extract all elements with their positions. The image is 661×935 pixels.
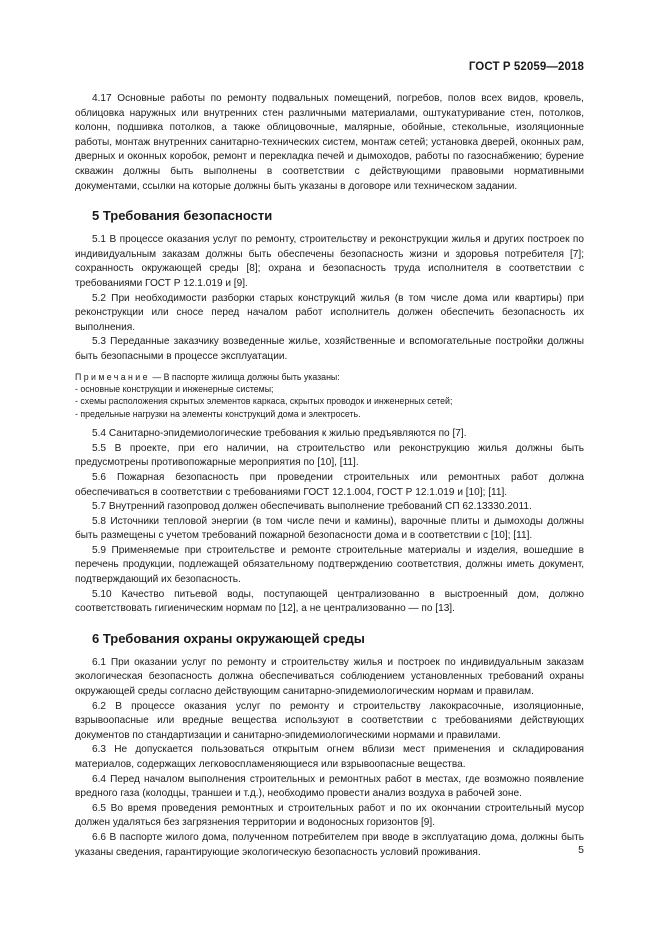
section-5-heading: 5 Требования безопасности — [92, 208, 273, 224]
paragraph-5-8: 5.8 Источники тепловой энергии (в том числе печи и камины), варочные плиты и дымоходы должны быть размещены с учетом требований пожарной безопасности дома и в соответствии с [10]; [11]. — [75, 515, 584, 542]
paragraph-6-6: 6.6 В паспорте жилого дома, полученном потребителем при вводе в эксплуатацию дома, должны быть указаны сведения, гарантирующие экологическую безопасность условий проживания. — [75, 831, 584, 858]
note-label: Примечание — [75, 371, 150, 382]
note-item: - схемы расположения скрытых элементов каркаса, скрытых проводок и инженерных сетей; — [75, 396, 453, 407]
paragraph-5-5: 5.5 В проекте, при его наличии, на строительство или реконструкцию жилья должны быть предусмотрены противопожарные мероприятия по [10], [11]. — [75, 442, 584, 469]
note-item: - предельные нагрузки на элементы конструкций дома и электросеть. — [75, 408, 361, 419]
paragraph-5-4: 5.4 Санитарно-эпидемиологические требования к жилью предъявляются по [7]. — [92, 428, 467, 440]
note-item: - основные конструкции и инженерные системы; — [75, 383, 274, 394]
paragraph-4-17: 4.17 Основные работы по ремонту подвальных помещений, погребов, полов всех видов, кровель, облицовка наружных или внутренних стен различными материалами, оштукатуривание стен, потолков, колонн, подшивка потолков, а также облицовочные, малярные, обойные, стекольные, изоляционные работы, монтаж внутренних санитарно-технических систем, монтаж сетей; установка дверей, оконных рам, дверных и оконных коробок, ремонт и перекладка печей и дымоходов, работы по газоснабжению; бурение скважин должны быть выполнены в соответствии с действующими правовыми нормативными документами, ссылки на которые должны быть указаны в договоре или техническом задании. — [75, 93, 584, 192]
note-block — [75, 371, 584, 421]
paragraph-5-6: 5.6 Пожарная безопасность при проведении строительных или ремонтных работ должна обеспечиваться в соответствии с требованиями ГОСТ 12.1.004, ГОСТ Р 12.1.019 и [10]; [11]. — [75, 471, 584, 498]
paragraph-6-2: 6.2 В процессе оказания услуг по ремонту и строительству лакокрасочные, изоляционные, взрывоопасные или вредные вещества используют в соответствии с требованиями действующих документов по стандартизации и санитарно-эпидемиологическими нормами и правилами. — [75, 700, 584, 741]
page-body — [75, 92, 584, 860]
paragraph-6-1: 6.1 При оказании услуг по ремонту и строительству жилья и построек по индивидуальным заказам экологическая безопасность должна обеспечиваться соблюдением установленных требований охраны окружающей среды согласно действующим санитарно-эпидемиологическим нормам и правилам. — [75, 656, 584, 698]
paragraph-5-1: 5.1 В процессе оказания услуг по ремонту, строительству и реконструкции жилья и других построек по индивидуальным заказам должны быть обеспечены безопасность жизни и здоровья потребителя [7]; сохранность окружающей среды [8]; охрана и безопасность труда исполнителя в соответствии с требованиями ГОСТ Р 12.1.019 и [9]. — [75, 234, 584, 289]
page-number: 5 — [578, 844, 584, 856]
note-intro: — В паспорте жилища должны быть указаны: — [149, 371, 340, 382]
paragraph-6-3: 6.3 Не допускается пользоваться открытым огнем вблизи мест применения и складирования материалов, содержащих легковоспламеняющиеся или взрывоопасные вещества. — [75, 744, 584, 770]
document-code: ГОСТ Р 52059—2018 — [468, 61, 584, 73]
paragraph-5-10: 5.10 Качество питьевой воды, поступающей централизованно в выстроенный дом, должно соответствовать гигиеническим нормам по [12], а не централизованно — по [13]. — [75, 588, 584, 615]
paragraph-5-9: 5.9 Применяемые при строительстве и ремонте строительные материалы и изделия, вошедшие в перечень продукции, подлежащей обязательному подтверждению соответствия, должны иметь документ, подтверждающий их безопасность. — [75, 544, 584, 586]
paragraph-5-7: 5.7 Внутренний газопровод должен обеспечивать выполнение требований СП 62.13330.2011. — [92, 501, 532, 513]
note-title — [75, 371, 584, 383]
paragraph-5-2: 5.2 При необходимости разборки старых конструкций жилья (в том числе дома или квартиры) при реконструкции или сносе перед началом работ исполнитель должен обеспечить безопасность их выполнения. — [75, 292, 584, 333]
paragraph-6-5: 6.5 Во время проведения ремонтных и строительных работ и по их окончании строительный мусор должен удаляться без загрязнения территории и водоносных горизонтов [9]. — [75, 802, 584, 829]
section-6-heading: 6 Требования охраны окружающей среды — [92, 630, 365, 646]
paragraph-5-3: 5.3 Переданные заказчику возведенные жилье, хозяйственные и вспомогательные постройки должны быть безопасными в процессе эксплуатации. — [75, 336, 584, 362]
paragraph-6-4: 6.4 Перед началом выполнения строительных и ремонтных работ в местах, где возможно появление вредного газа (колодцы, траншеи и т.д.), необходимо провести анализ воздуха в рабочей зоне. — [75, 773, 584, 800]
